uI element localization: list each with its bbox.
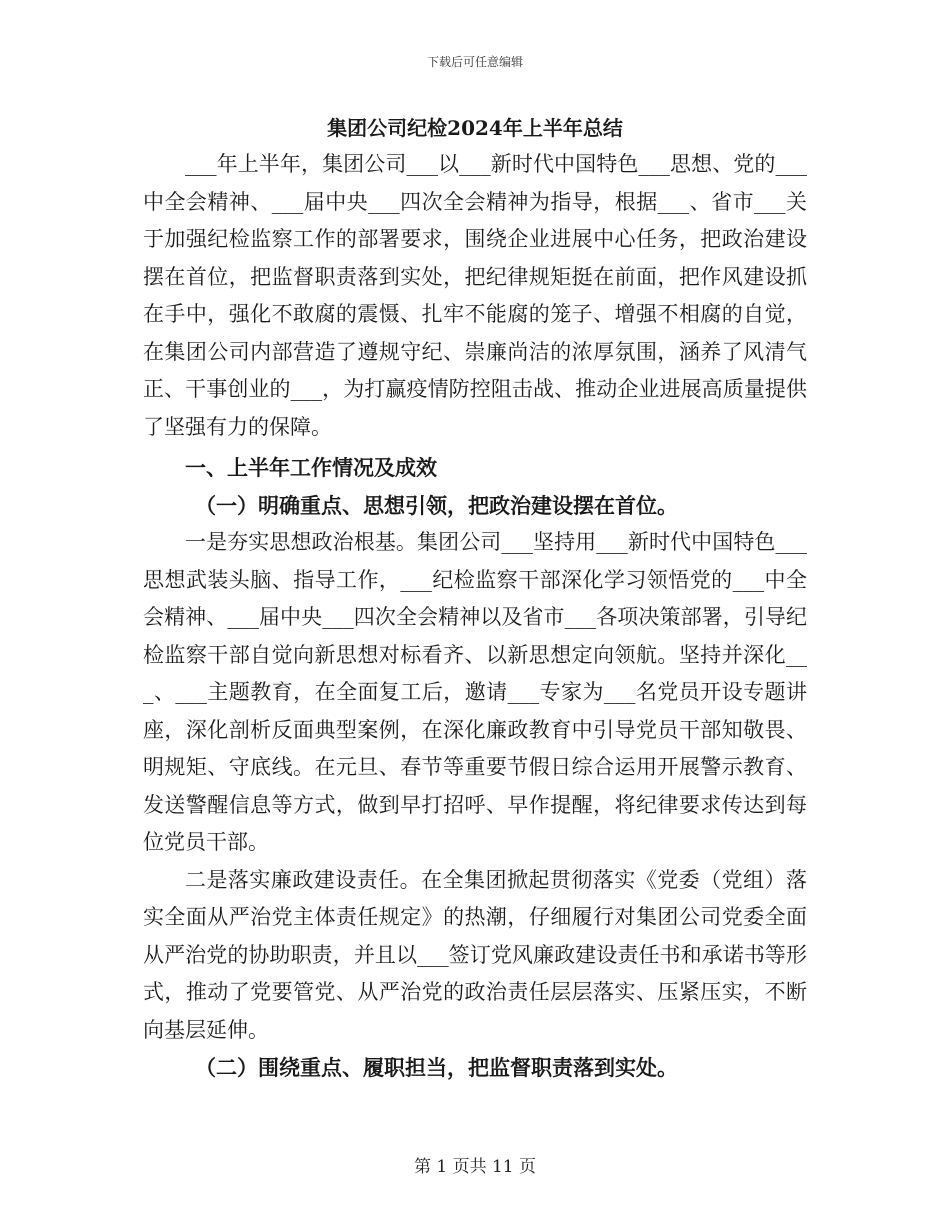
subsection-heading-2: （二）围绕重点、履职担当，把监督职责落到实处。 xyxy=(195,1055,678,1080)
paragraph-1: 一是夯实思想政治根基。集团公司___坚持用___新时代中国特色___思想武装头脑、指导工作，___纪检监察干部深化学习领悟党的___中全会精神、___届中央___四次全会精神以及省市___各项决策部署，引导纪检监察干部自觉向新思想对标看齐、以新思想定向领航。坚持并深化___、___主题教育，在全面复工后，邀请___专家为___名党员开设专题讲座，深化剖析反面典型案例，在深化廉政教育中引导党员干部知敬畏、明规矩、守底线。在元旦、春节等重要节假日综合运用开展警示教育、发送警醒信息等方式，做到早打招呼、早作提醒，将纪律要求传达到每位党员干部。 xyxy=(143,530,807,854)
subsection-heading-1: （一）明确重点、思想引领，把政治建设摆在首位。 xyxy=(195,492,678,518)
section-heading-1: 一、上半年工作情况及成效 xyxy=(185,455,437,480)
document-title: 集团公司纪检2024年上半年总结 xyxy=(327,116,623,140)
paragraph-2: 二是落实廉政建设责任。在全集团掀起贯彻落实《党委（党组）落实全面从严治党主体责任规定》的热潮，仔细履行对集团公司党委全面从严治党的协助职责，并且以___签订党风廉政建设责任书和承诺书等形式，推动了党要管党、从严治党的政治责任层层落实、压紧压实，不断向基层延伸。 xyxy=(143,867,807,1042)
document-body xyxy=(143,112,807,1087)
header-note: 下载后可任意编辑 xyxy=(426,55,523,69)
page-footer: 第 1 页共 11 页 xyxy=(413,1157,537,1177)
intro-paragraph: ___年上半年，集团公司___以___新时代中国特色___思想、党的___中全会精神、___届中央___四次全会精神为指导，根据___、省市___关于加强纪检监察工作的部署要求，围绕企业进展中心任务，把政治建设摆在首位，把监督职责落到实处，把纪律规矩挺在前面，把作风建设抓在手中，强化不敢腐的震慑、扎牢不能腐的笼子、增强不相腐的自觉，在集团公司内部营造了遵规守纪、崇廉尚洁的浓厚氛围，涵养了风清气正、干事创业的___，为打赢疫情防控阻击战、推动企业进展高质量提供了坚强有力的保障。 xyxy=(143,152,807,439)
